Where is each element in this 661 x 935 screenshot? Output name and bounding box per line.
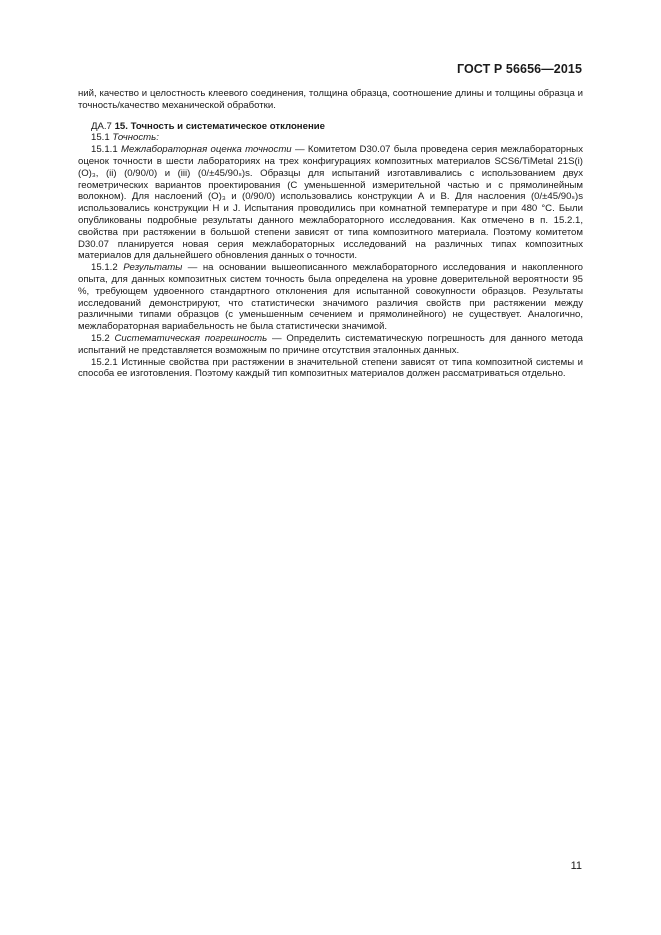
- p15-1-2-term: Результаты: [123, 262, 183, 274]
- paragraph-15-1-1: [78, 144, 583, 262]
- page-number: 11: [570, 860, 582, 872]
- p15-1-1-number: 15.1.1: [91, 144, 121, 156]
- section-heading: [78, 121, 583, 133]
- p15-1-1-term: Межлабораторная оценка точности: [120, 144, 292, 156]
- intro-paragraph: ний, качество и целостность клеевого соединения, толщина образца, соотношение длины и толщины образца и точность/качество механической обработки.: [78, 88, 583, 111]
- section-title: 15. Точность и систематическое отклонение: [114, 120, 325, 132]
- p15-1-title: Точность:: [112, 132, 159, 144]
- p15-2-number: 15.2: [91, 332, 115, 344]
- paragraph-15-1-2: [78, 262, 583, 333]
- document-code-header: ГОСТ Р 56656—2015: [456, 62, 582, 76]
- p15-1-1-text: — Комитетом D30.07 была проведена серия межлабораторных оценок точности в шести лабораториях на трех конфигурациях композитных материалов SCS6/TiMetal 21S(i) (O)₃, (ii) (0/90/0) и (iii) (0/±45/90ₛ)s. Образцы для испытаний изготавливались с использованием двух геометрических вариантов проектирования (С уменьшенной измерительной частью и с прямолинейным волокном). Для наслоений (O)₃ и (0/90/0) использовались конструкции А и В. Для наслоения (0/±45/90ₛ)s использовались конструкции Н и J. Испытания проводились при комнатной температуре и при 480 °С. Были опубликованы подробные результаты данного межлабораторного исследования. Как отмечено в п. 15.2.1, свойства при растяжении в большой степени зависят от типа композитного материала. Поэтому комитетом D30.07 планируется новая серия межлабораторных исследований на различных типах композитных материалов для дальнейшего обновления данных о точности.: [78, 144, 584, 262]
- document-body: [78, 88, 583, 380]
- section-prefix: ДА.7: [91, 120, 115, 132]
- paragraph-15-2: [78, 333, 583, 357]
- paragraph-15-2-1: 15.2.1 Истинные свойства при растяжении в значительной степени зависят от типа композитной системы и способа ее изготовления. Поэтому каждый тип композитных материалов должен рассматриваться отдельно.: [78, 356, 583, 380]
- p15-1-2-text: — на основании вышеописанного межлабораторного исследования и накопленного опыта, для данных композитных систем точность была определена на уровне доверительной вероятности 95 %, требующем удвоенного стандартного отклонения для испытанной совокупности образцов. Результаты исследований демонстрируют, что статистически значимого различия свойств при растяжении между различными типами образцов (с уменьшенным сечением и прямолинейного) не существует. Аналогично, межлабораторная вариабельность не была статистически значимой.: [78, 262, 584, 333]
- p15-2-term: Систематическая погрешность: [114, 332, 268, 344]
- p15-1-2-number: 15.1.2: [91, 262, 124, 274]
- p15-2-text: — Определить систематическую погрешность для данного метода испытаний не представляется возможным по причине отсутствия эталонных данных.: [78, 332, 583, 356]
- p15-1-number: 15.1: [91, 132, 113, 144]
- paragraph-15-1: [78, 132, 583, 144]
